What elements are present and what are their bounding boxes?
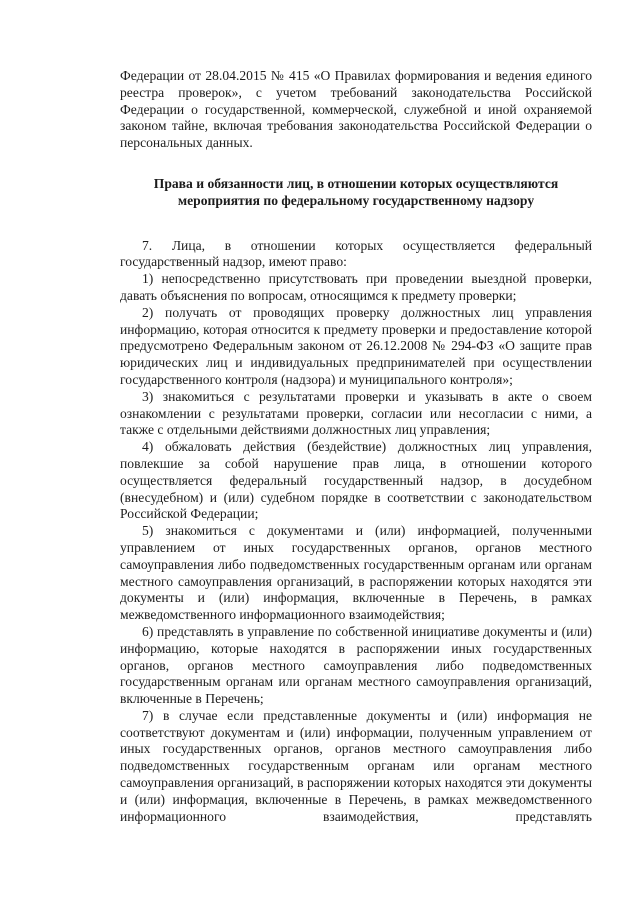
right-item-2: 2) получать от проводящих проверку должностных лиц управления информацию, которая относится к предмету проверки и предоставление которой предусмотрено Федеральным законом от 26.12.2008 № 294-ФЗ «О защите прав юридических лиц и индивидуальных предпринимателей при осуществлении государственного контроля (надзора) и муниципального контроля»; xyxy=(120,304,592,387)
right-item-7: 7) в случае если представленные документы и (или) информация не соответствуют документам и (или) информации, полученным управлением от иных государственных органов, органов местного самоуправления либо подведомственных государственным органам или органам местного самоуправления организаций, в распоряжении которых находятся эти документы и (или) информация, включенные в Перечень, в рамках межведомственного информационного взаимодействия, представлять xyxy=(120,707,592,824)
clause-7-paragraph: 7. Лица, в отношении которых осуществляется федеральный государственный надзор, имеют право: xyxy=(120,237,592,270)
intro-paragraph: Федерации от 28.04.2015 № 415 «О Правилах формирования и ведения единого реестра проверок», с учетом требований законодательства Российской Федерации о государственной, коммерческой, служебной и иной охраняемой законом тайне, включая требования законодательства Российской Федерации о персональных данных. xyxy=(120,68,592,151)
right-item-5: 5) знакомиться с документами и (или) информацией, полученными управлением от иных государственных органов, органов местного самоуправления либо подведомственных государственным органам или органам местного самоуправления организаций, в распоряжении которых находятся эти документы и (или) информация, включенные в Перечень, в рамках межведомственного информационного взаимодействия; xyxy=(120,523,592,623)
right-item-3: 3) знакомиться с результатами проверки и указывать в акте о своем ознакомлении с результатами проверки, согласии или несогласии с ними, а также с отдельными действиями должностных лиц управления; xyxy=(120,388,592,438)
right-item-1: 1) непосредственно присутствовать при проведении выездной проверки, давать объяснения по вопросам, относящимся к предмету проверки; xyxy=(120,271,592,303)
section-heading: Права и обязанности лиц, в отношении которых осуществляются мероприятия по федеральному государственному надзору xyxy=(153,175,559,208)
right-item-6: 6) представлять в управление по собственной инициативе документы и (или) информацию, которые находятся в распоряжении иных государственных органов, органов местного самоуправления либо подведомственных государственным органам или органам местного самоуправления организаций, включенные в Перечень; xyxy=(120,623,592,707)
right-item-4: 4) обжаловать действия (бездействие) должностных лиц управления, повлекшие за собой нарушение прав лица, в отношении которого осуществляется федеральный государственный надзор, в досудебном (внесудебном) и (или) судебном порядке в соответствии с законодательством Российской Федерации; xyxy=(120,439,592,522)
